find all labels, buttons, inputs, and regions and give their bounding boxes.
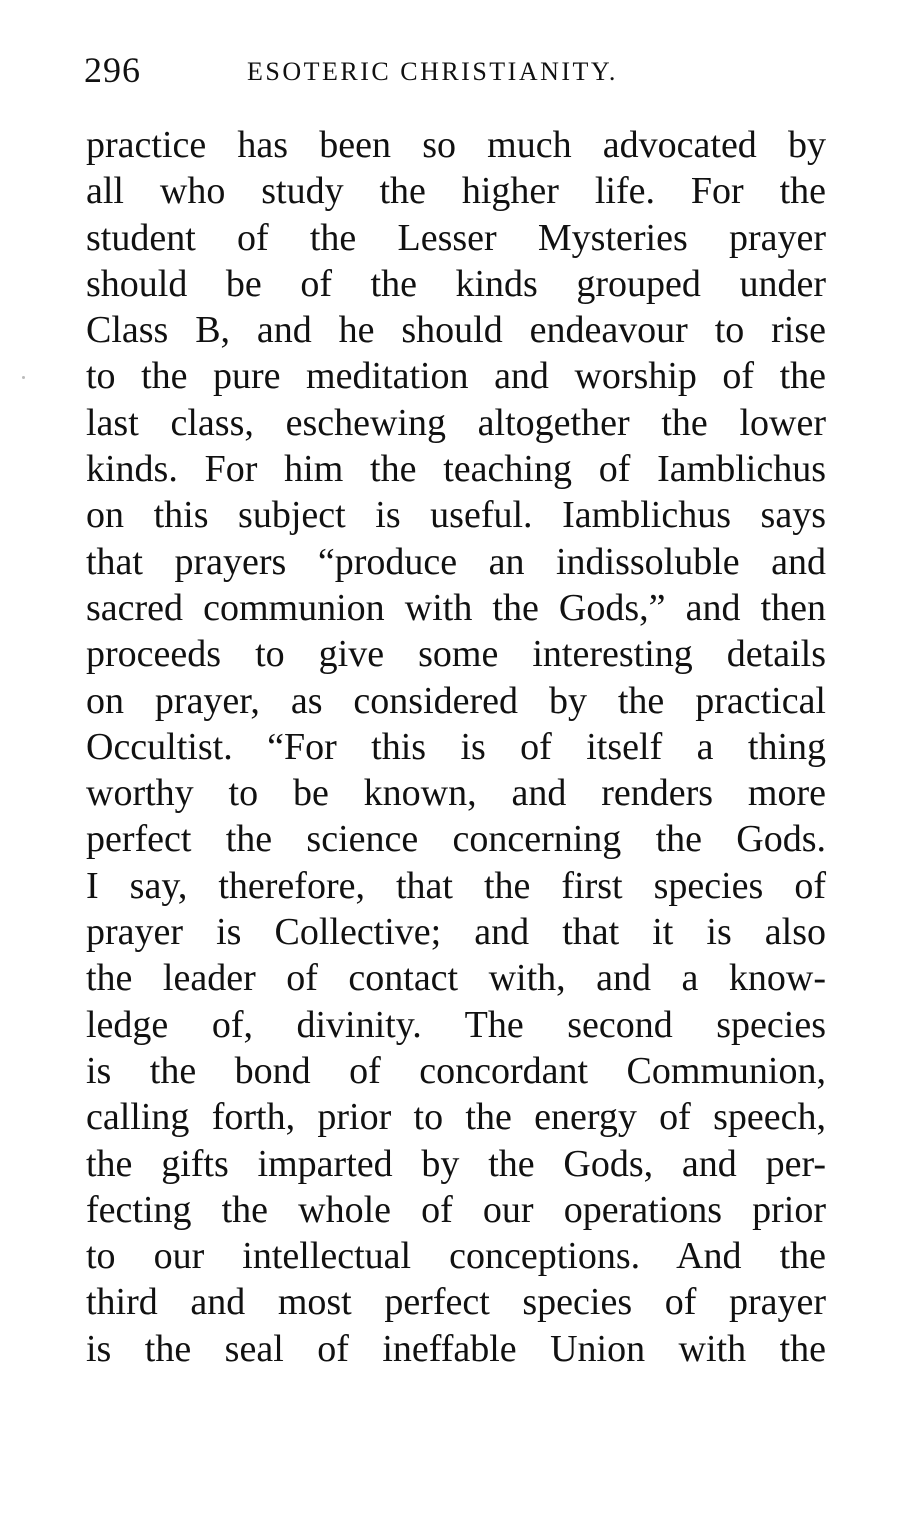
text-line: on this subject is useful. Iamblichus says — [86, 494, 826, 537]
text-line: student of the Lesser Mysteries prayer — [86, 216, 826, 259]
text-line: prayer is Collective; and that it is also — [86, 911, 826, 954]
text-line: to our intellectual conceptions. And the — [86, 1235, 826, 1278]
page-number: 296 — [84, 50, 141, 90]
text-line: fecting the whole of our operations prior — [86, 1188, 826, 1231]
text-line: last class, eschewing altogether the lower — [86, 401, 826, 444]
text-line: should be of the kinds grouped under — [86, 262, 826, 305]
text-line: is the bond of concordant Communion, — [86, 1049, 826, 1092]
text-line: all who study the higher life. For the — [86, 170, 826, 213]
margin-speck — [22, 376, 25, 379]
text-line: to the pure meditation and worship of the — [86, 355, 826, 398]
text-line: Occultist. “For this is of itself a thing — [86, 725, 826, 768]
text-line: kinds. For him the teaching of Iamblichus — [86, 448, 826, 491]
text-line: perfect the science concerning the Gods. — [86, 818, 826, 861]
text-line: sacred communion with the Gods,” and then — [86, 586, 826, 629]
running-title: ESOTERIC CHRISTIANITY. — [247, 57, 618, 86]
text-line: the leader of contact with, and a know- — [86, 957, 826, 1000]
running-header — [84, 48, 824, 92]
text-line: worthy to be known, and renders more — [86, 772, 826, 815]
text-line: practice has been so much advocated by — [86, 124, 826, 166]
text-line: the gifts imparted by the Gods, and per- — [86, 1142, 826, 1185]
text-line: on prayer, as considered by the practical — [86, 679, 826, 722]
body-text — [86, 122, 826, 1372]
text-line: proceeds to give some interesting details — [86, 633, 826, 676]
text-line: calling forth, prior to the energy of speech, — [86, 1096, 826, 1139]
text-line: ledge of, divinity. The second species — [86, 1003, 826, 1046]
text-line: that prayers “produce an indissoluble and — [86, 540, 826, 583]
text-line: I say, therefore, that the first species of — [86, 864, 826, 907]
text-line: third and most perfect species of prayer — [86, 1281, 826, 1324]
text-line: Class B, and he should endeavour to rise — [86, 309, 826, 352]
text-line: is the seal of ineffable Union with the — [86, 1327, 826, 1370]
